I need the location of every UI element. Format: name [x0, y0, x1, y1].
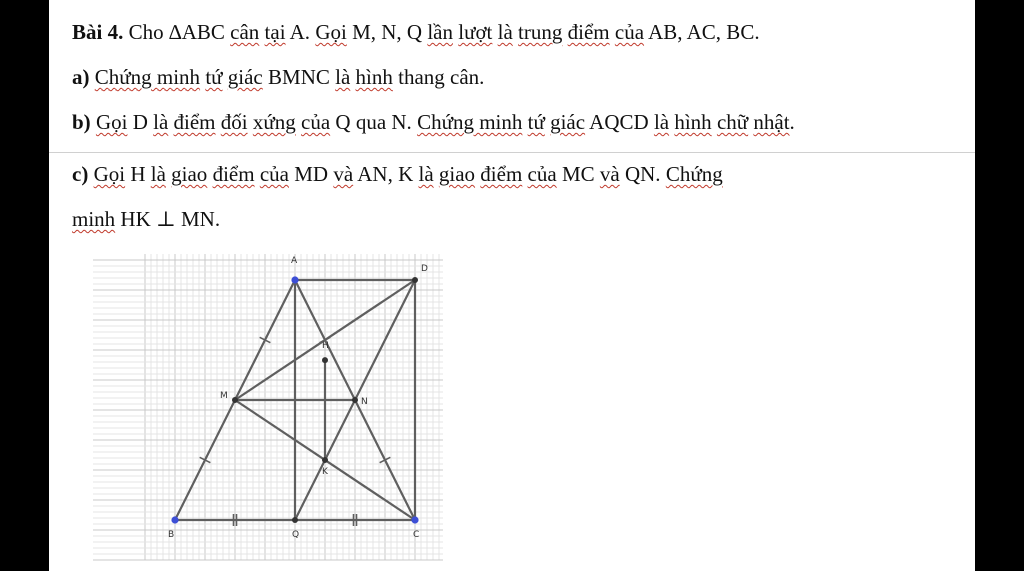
spellcheck-word: là — [418, 162, 434, 186]
text-run: HK ⊥ MN. — [115, 207, 221, 231]
point-B — [171, 516, 178, 523]
spellcheck-word: đối — [220, 110, 248, 134]
spellcheck-word: là — [497, 20, 513, 44]
spellcheck-word: chữ — [716, 110, 749, 134]
spellcheck-word: của — [259, 162, 289, 186]
spellcheck-word: của — [527, 162, 557, 186]
part-b-text — [91, 110, 795, 134]
statement-text — [129, 20, 760, 44]
spellcheck-word: giác — [550, 110, 586, 134]
spellcheck-word: điểm — [567, 20, 610, 44]
part-b-label: b) — [72, 110, 91, 134]
part-a — [72, 64, 484, 90]
point-label-C: C — [413, 530, 420, 540]
text-run: Cho ∆ABC — [128, 20, 231, 44]
spellcheck-word: hình — [674, 110, 712, 134]
point-N — [352, 397, 358, 403]
spellcheck-word: lần — [427, 20, 453, 44]
text-run: . — [789, 110, 795, 134]
spellcheck-word: Chứng — [665, 162, 723, 186]
spellcheck-word: là — [653, 110, 670, 134]
part-c-text-2 — [72, 207, 220, 231]
point-A — [291, 276, 298, 283]
part-b — [72, 109, 795, 135]
text-run: M, N, Q — [346, 20, 428, 44]
figure-grid — [93, 254, 443, 560]
part-a-text — [90, 65, 485, 89]
point-Q — [292, 517, 298, 523]
spellcheck-word: điểm — [480, 162, 523, 186]
point-label-B: B — [168, 530, 175, 540]
text-run: BMNC — [262, 65, 336, 89]
spellcheck-word: là — [153, 110, 169, 134]
point-label-Q: Q — [292, 530, 300, 540]
point-C — [411, 516, 418, 523]
spellcheck-word: Gọi — [93, 162, 126, 186]
text-run: Q qua N. — [330, 110, 418, 134]
spellcheck-word: giác — [227, 65, 263, 89]
point-H — [322, 357, 328, 363]
document-page — [49, 0, 975, 571]
text-run: AQCD — [585, 110, 654, 134]
problem-title: Bài 4. — [72, 20, 124, 44]
part-c-line-1 — [72, 161, 723, 187]
spellcheck-word: lượt — [458, 20, 493, 44]
text-run: AB, AC, BC. — [644, 20, 760, 44]
spellcheck-word: xứng — [252, 110, 296, 134]
spellcheck-word: Gọi — [95, 110, 128, 134]
spellcheck-word: Chứng minh — [417, 110, 523, 134]
spellcheck-word: giao — [171, 162, 208, 186]
text-run: H — [125, 162, 151, 186]
spellcheck-word: hình — [355, 65, 393, 89]
spellcheck-word: và — [599, 162, 620, 186]
point-label-N: N — [361, 397, 368, 407]
spellcheck-word: Gọi — [315, 20, 347, 44]
problem-statement — [72, 19, 760, 45]
spellcheck-word: là — [335, 65, 351, 89]
spellcheck-word: trung — [518, 20, 563, 44]
page-divider — [49, 152, 975, 153]
text-run: thang cân. — [392, 65, 485, 89]
spellcheck-word: tứ — [205, 65, 223, 89]
spellcheck-word: giao — [438, 162, 476, 186]
text-run: AN, K — [353, 162, 419, 186]
spellcheck-word: cân — [230, 20, 260, 44]
spellcheck-word: minh — [72, 207, 116, 231]
spellcheck-word: Chứng minh — [94, 65, 201, 89]
spellcheck-word: của — [301, 110, 331, 134]
geometry-figure — [93, 252, 428, 562]
spellcheck-word: điểm — [173, 110, 216, 134]
text-run: D — [127, 110, 154, 134]
point-M — [232, 397, 238, 403]
part-c-line-2 — [72, 206, 220, 232]
point-K — [322, 457, 328, 463]
text-run: MD — [288, 162, 334, 186]
spellcheck-word: nhật — [753, 110, 790, 134]
spellcheck-word: và — [333, 162, 354, 186]
point-label-D: D — [421, 264, 428, 274]
spellcheck-word: là — [150, 162, 166, 186]
spellcheck-word: tứ — [527, 110, 545, 134]
point-label-M: M — [220, 391, 228, 401]
text-run: A. — [285, 20, 316, 44]
point-D — [412, 277, 418, 283]
part-c-text-1 — [88, 162, 722, 186]
text-run: QN. — [619, 162, 666, 186]
point-label-A: A — [291, 256, 298, 266]
part-c-label: c) — [72, 162, 89, 186]
spellcheck-word: tại — [264, 20, 286, 44]
spellcheck-word: của — [614, 20, 645, 44]
point-label-H: H — [322, 341, 329, 352]
part-a-label: a) — [72, 65, 90, 89]
point-label-K: K — [322, 467, 328, 477]
text-run: MC — [556, 162, 600, 186]
spellcheck-word: điểm — [212, 162, 255, 186]
